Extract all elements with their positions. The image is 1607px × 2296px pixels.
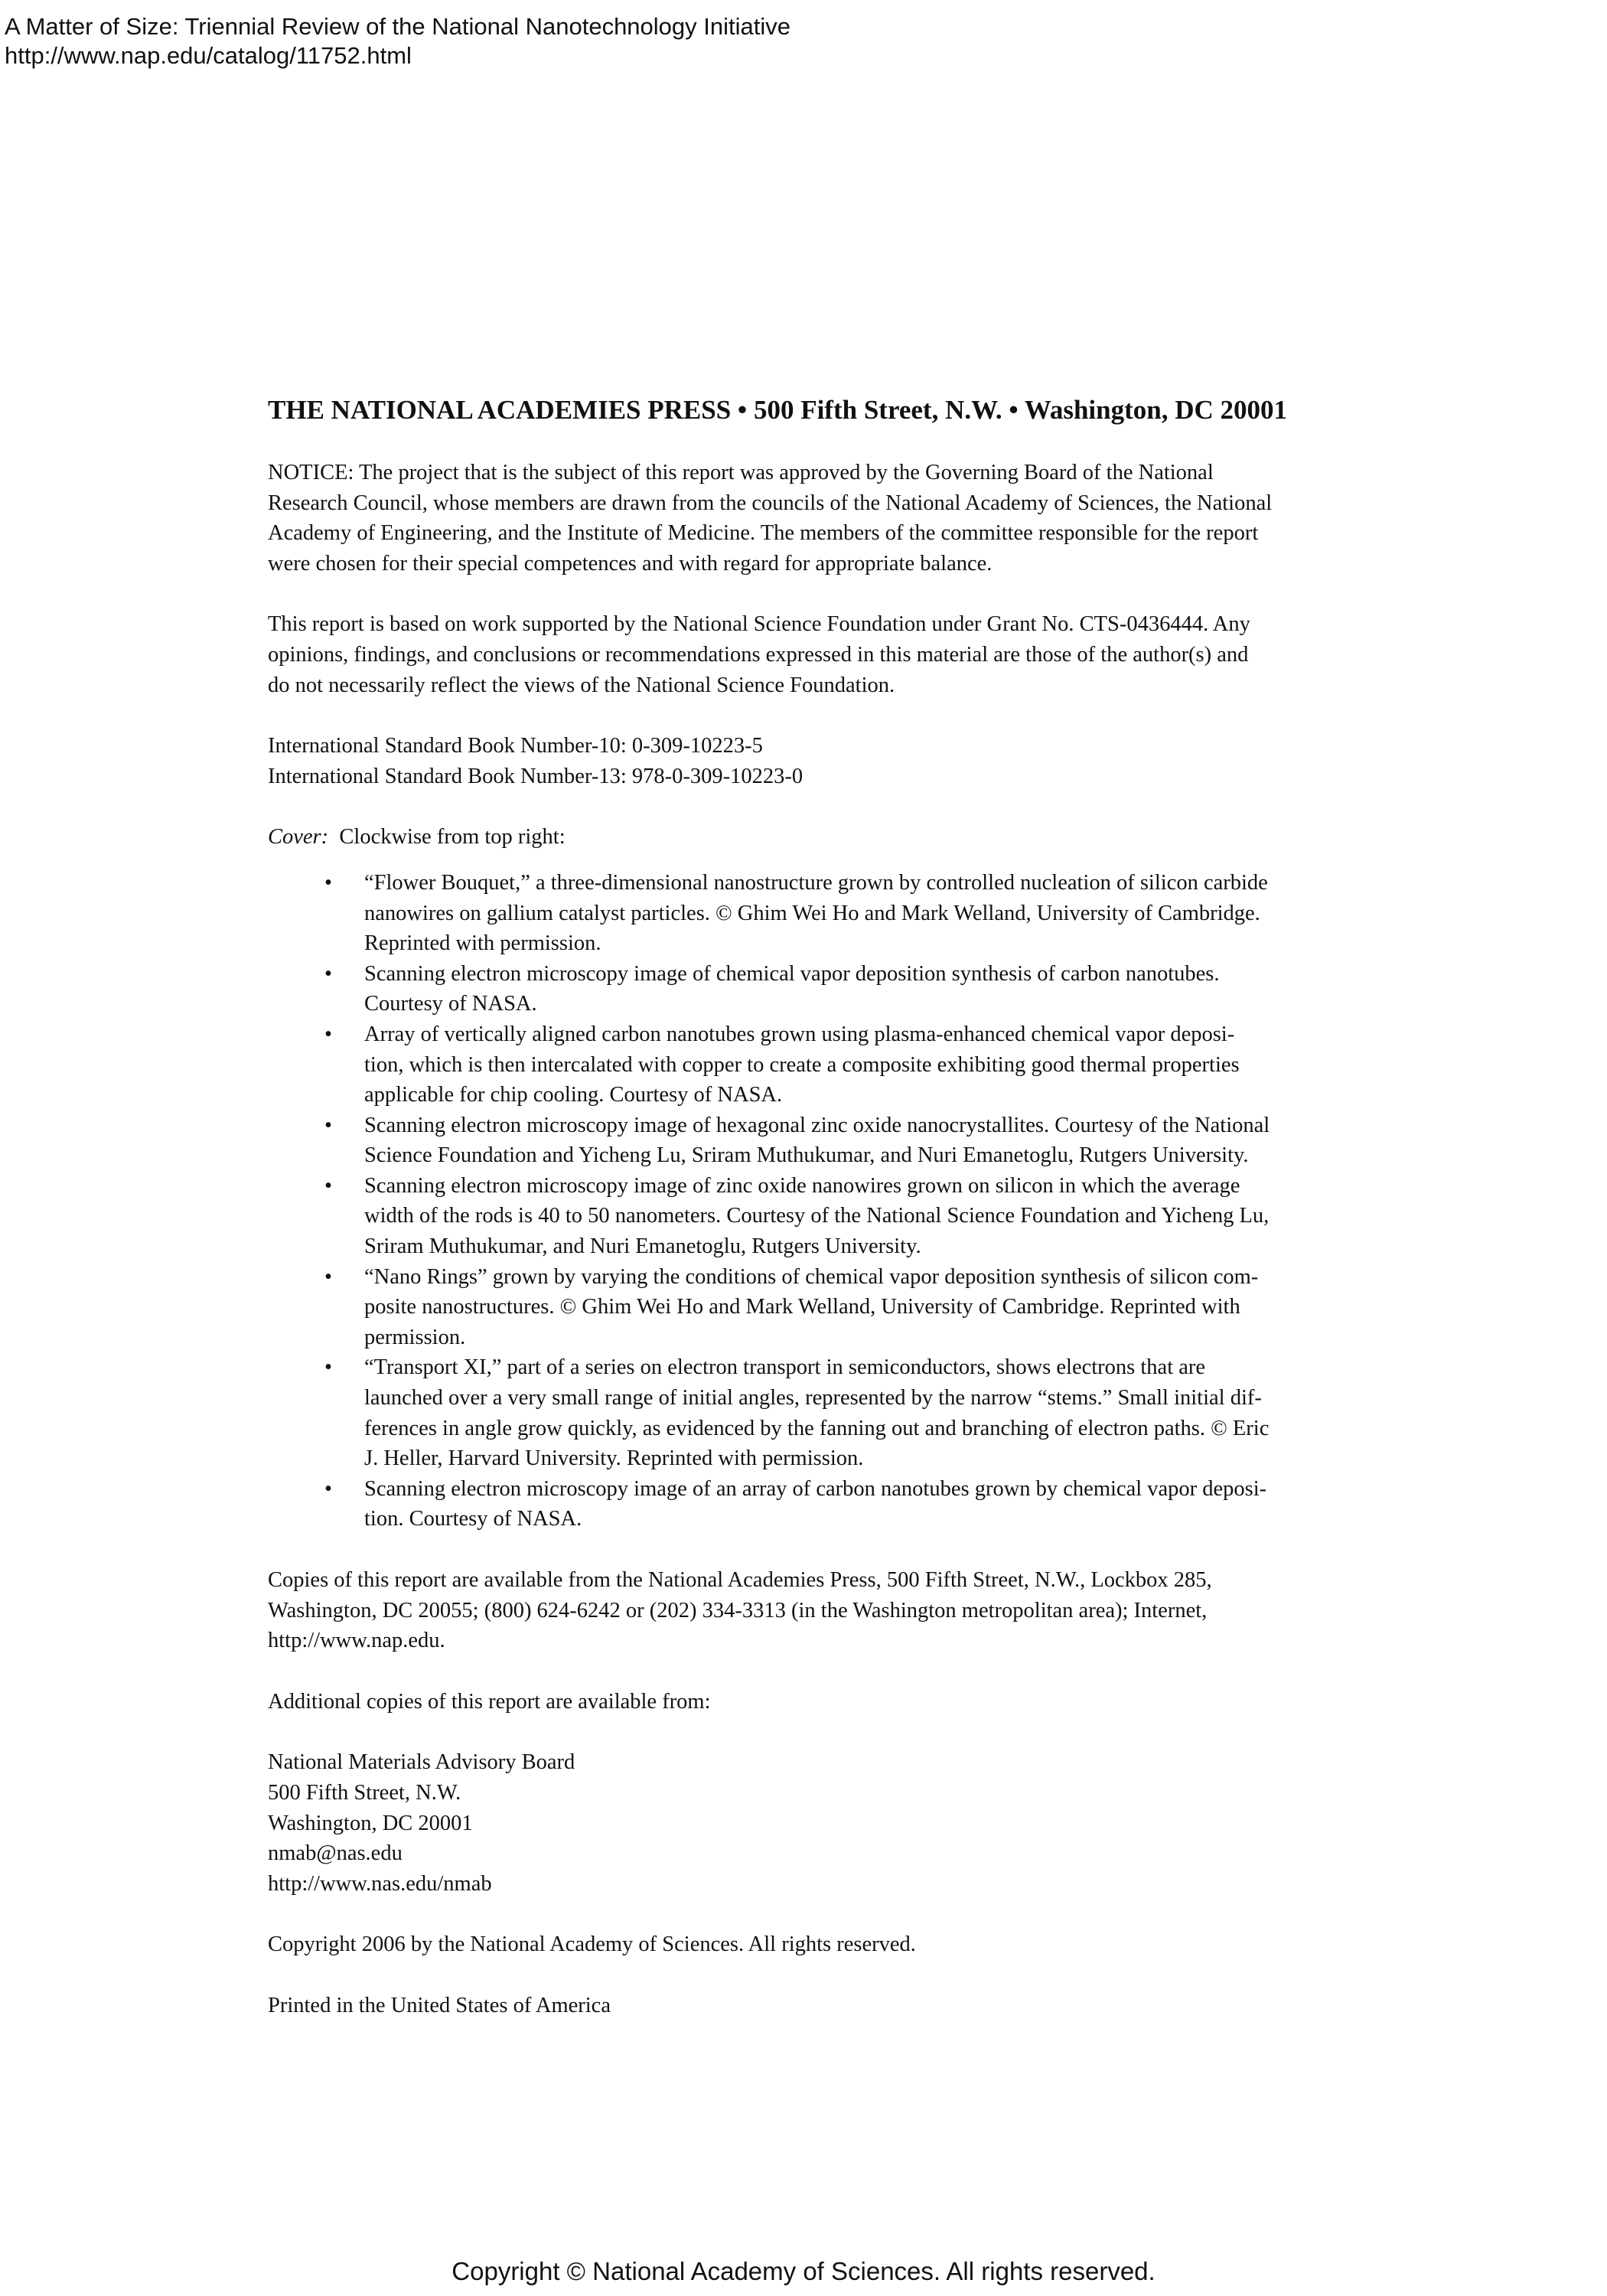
- isbn-13: International Standard Book Number-13: 978-0-309-10223-0: [268, 764, 804, 788]
- text-line: width of the rods is 40 to 50 nanometers. Courtesy of the National Science Foundation and Yicheng Lu,: [364, 1204, 1270, 1228]
- text-line: Washington, DC 20055; (800) 624-6242 or (202) 334-3313 (in the Washington metropolitan area); Internet,: [268, 1598, 1208, 1623]
- copyright-line: Copyright 2006 by the National Academy of Sciences. All rights reserved.: [268, 1932, 916, 1957]
- text-line: “Flower Bouquet,” a three-dimensional nanostructure grown by controlled nucleation of silicon carbide: [364, 870, 1268, 895]
- text-line: Scanning electron microscopy image of chemical vapor deposition synthesis of carbon nanotubes.: [364, 961, 1220, 986]
- address-organization: National Materials Advisory Board: [268, 1750, 575, 1775]
- press-address-heading: THE NATIONAL ACADEMIES PRESS • 500 Fifth Street, N.W. • Washington, DC 20001: [268, 395, 1288, 425]
- notice-paragraph: [268, 458, 1416, 579]
- address-street: 500 Fifth Street, N.W.: [268, 1780, 461, 1805]
- text-line: Copies of this report are available from the National Academies Press, 500 Fifth Street, N.W., Lockbox 285,: [268, 1568, 1212, 1592]
- isbn-block: [268, 731, 1416, 791]
- text-line: permission.: [364, 1325, 466, 1349]
- bullet-icon: •: [324, 961, 332, 986]
- header-url: http://www.nap.edu/catalog/11752.html: [5, 42, 412, 69]
- text-line: nanowires on gallium catalyst particles. © Ghim Wei Ho and Mark Welland, University of Cambridge.: [364, 901, 1260, 925]
- text-line: Scanning electron microscopy image of hexagonal zinc oxide nanocrystallites. Courtesy of the National: [364, 1113, 1270, 1137]
- text-line: tion. Courtesy of NASA.: [364, 1507, 582, 1531]
- document-body: [268, 393, 1416, 2052]
- list-item: [268, 868, 1416, 959]
- bullet-icon: •: [324, 1355, 332, 1380]
- address-email: nmab@nas.edu: [268, 1841, 403, 1866]
- text-line: Sriram Muthukumar, and Nuri Emanetoglu, Rutgers University.: [364, 1234, 921, 1259]
- list-item: [268, 1262, 1416, 1353]
- text-line: Scanning electron microscopy image of an array of carbon nanotubes grown by chemical vapor deposi-: [364, 1476, 1267, 1501]
- text-line: were chosen for their special competences and with regard for appropriate balance.: [268, 551, 993, 576]
- list-item: [268, 959, 1416, 1019]
- text-line: Science Foundation and Yicheng Lu, Sriram Muthukumar, and Nuri Emanetoglu, Rutgers University.: [364, 1143, 1249, 1168]
- text-line: launched over a very small range of initial angles, represented by the narrow “stems.” Small initial dif-: [364, 1386, 1262, 1411]
- text-line: opinions, findings, and conclusions or recommendations expressed in this material are those of the author(s) and: [268, 642, 1249, 667]
- page-footer: Copyright © National Academy of Sciences. All rights reserved.: [451, 2257, 1156, 2285]
- bullet-icon: •: [324, 1264, 332, 1289]
- text-line: Research Council, whose members are drawn from the councils of the National Academy of Sciences, the National: [268, 491, 1273, 515]
- funding-paragraph: [268, 609, 1416, 700]
- bullet-icon: •: [324, 1113, 332, 1137]
- text-line: Academy of Engineering, and the Institute of Medicine. The members of the committee responsible for the report: [268, 521, 1259, 546]
- text-line: posite nanostructures. © Ghim Wei Ho and Mark Welland, University of Cambridge. Reprinted with: [364, 1295, 1240, 1319]
- running-header: [5, 12, 790, 70]
- text-line: Courtesy of NASA.: [364, 992, 537, 1016]
- list-item: [268, 1019, 1416, 1110]
- cover-credits-list: [268, 868, 1416, 1534]
- text-line: “Transport XI,” part of a series on electron transport in semiconductors, shows electrons that are: [364, 1355, 1206, 1380]
- isbn-10: International Standard Book Number-10: 0-309-10223-5: [268, 734, 763, 758]
- list-item: [268, 1352, 1416, 1473]
- text-line: “Nano Rings” grown by varying the conditions of chemical vapor deposition synthesis of silicon com-: [364, 1264, 1259, 1289]
- text-line: ferences in angle grow quickly, as evidenced by the fanning out and branching of electron paths. © Eric: [364, 1416, 1270, 1440]
- text-line: applicable for chip cooling. Courtesy of NASA.: [364, 1083, 783, 1107]
- bullet-icon: •: [324, 1476, 332, 1501]
- address-city: Washington, DC 20001: [268, 1811, 473, 1835]
- cover-intro-text: Clockwise from top right:: [339, 825, 566, 850]
- text-line: Reprinted with permission.: [364, 931, 601, 956]
- text-line: This report is based on work supported by the National Science Foundation under Grant No. CTS-0436444. Any: [268, 612, 1250, 637]
- header-title: A Matter of Size: Triennial Review of the National Nanotechnology Initiative: [5, 13, 790, 40]
- text-line: J. Heller, Harvard University. Reprinted with permission.: [364, 1446, 864, 1471]
- text-line: http://www.nap.edu.: [268, 1629, 445, 1653]
- text-line: NOTICE: The project that is the subject of this report was approved by the Governing Board of the National: [268, 461, 1214, 484]
- text-line: Scanning electron microscopy image of zinc oxide nanowires grown on silicon in which the average: [364, 1173, 1240, 1198]
- cover-intro: [268, 822, 1416, 853]
- bullet-icon: •: [324, 1173, 332, 1198]
- cover-label: Cover:: [268, 825, 329, 850]
- copies-paragraph: [268, 1565, 1416, 1656]
- text-line: do not necessarily reflect the views of the National Science Foundation.: [268, 673, 895, 697]
- printed-line: Printed in the United States of America: [268, 1993, 611, 2017]
- list-item: [268, 1171, 1416, 1262]
- bullet-icon: •: [324, 1022, 332, 1046]
- list-item: [268, 1110, 1416, 1171]
- list-item: [268, 1474, 1416, 1534]
- additional-copies-line: Additional copies of this report are available from:: [268, 1689, 711, 1714]
- text-line: Array of vertically aligned carbon nanotubes grown using plasma-enhanced chemical vapor deposi-: [364, 1022, 1235, 1046]
- bullet-icon: •: [324, 870, 332, 895]
- nmab-address-block: [268, 1747, 1416, 1899]
- text-line: tion, which is then intercalated with copper to create a composite exhibiting good thermal properties: [364, 1052, 1240, 1077]
- address-website: http://www.nas.edu/nmab: [268, 1871, 492, 1896]
